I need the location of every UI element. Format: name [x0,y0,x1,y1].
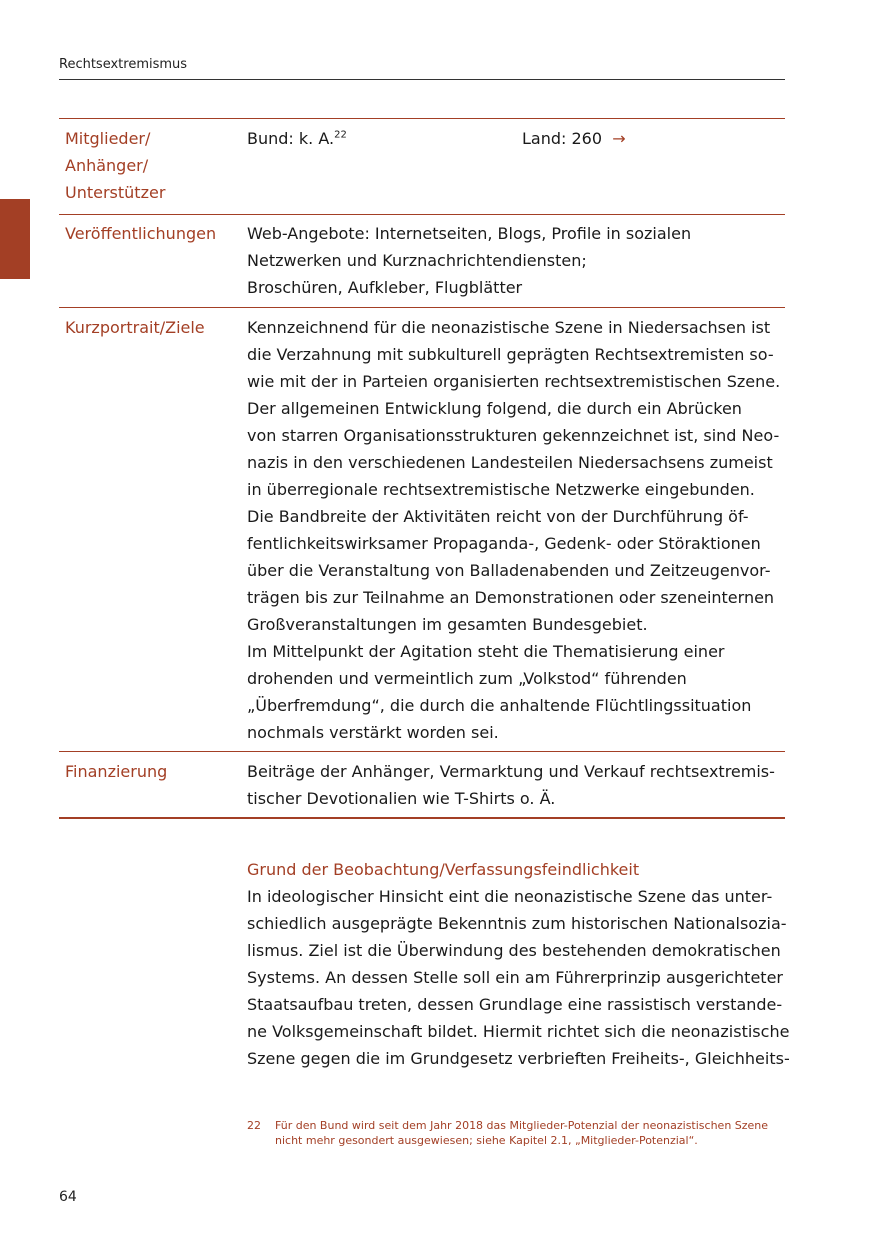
portrait-content [247,314,785,746]
text-line: Beiträge der Anhänger, Vermarktung und Verkauf rechtsextremis- [247,762,775,781]
footnote [247,1118,787,1148]
text-line: nochmals verstärkt worden sei. [247,723,499,742]
members-row [59,119,785,215]
text-line: nazis in den verschiedenen Landesteilen Niedersachsens zumeist [247,453,773,472]
text-line: fentlichkeitswirksamer Propaganda-, Gedenk- oder Störaktionen [247,534,761,553]
text-line: Broschüren, Aufkleber, Flugblätter [247,278,523,297]
text-line: Staatsaufbau treten, dessen Grundlage eine rassistisch verstande- [247,995,783,1014]
text-line: in überregionale rechtsextremistische Netzwerke eingebunden. [247,480,755,499]
text-line: Die Bandbreite der Aktivitäten reicht von der Durchführung öf- [247,507,749,526]
financing-content [247,758,785,812]
portrait-label: Kurzportrait/Ziele [65,318,205,337]
footnote-ref[interactable]: 22 [334,129,347,141]
bund-text: Bund: k. A. [247,129,335,148]
text-line: „Überfremdung“, die durch die anhaltende Flüchtlingssituation [247,696,752,715]
text-line: von starren Organisationsstrukturen gekennzeichnet ist, sind Neo- [247,426,780,445]
section-body [247,883,790,1072]
text-line: lismus. Ziel ist die Überwindung des bestehenden demokratischen [247,941,781,960]
publications-content [247,220,785,301]
text-line: ne Volksgemeinschaft bildet. Hiermit richtet sich die neonazistische [247,1022,790,1041]
text-line: Szene gegen die im Grundgesetz verbrieften Freiheits-, Gleichheits- [247,1049,790,1068]
fact-table [59,118,785,819]
text-line: Systems. An dessen Stelle soll ein am Führerprinzip ausgerichteter [247,968,783,987]
text-line: Kennzeichnend für die neonazistische Szene in Niedersachsen ist [247,318,771,337]
text-line: tischer Devotionalien wie T-Shirts o. Ä. [247,789,556,808]
bund-value [247,125,522,206]
land-value [522,125,626,206]
financing-row [59,752,785,819]
text-line: Der allgemeinen Entwicklung folgend, die durch ein Abrücken [247,399,742,418]
section-heading: Grund der Beobachtung/Verfassungsfeindlichkeit [247,860,640,879]
land-text: Land: 260 [522,129,603,148]
publications-row [59,215,785,308]
running-title: Rechtsextremismus [59,57,785,80]
text-line: wie mit der in Parteien organisierten rechtsextremistischen Szene. [247,372,781,391]
members-label-line: Anhänger/ [65,156,149,175]
text-line: Großveranstaltungen im gesamten Bundesgebiet. [247,615,648,634]
text-line: die Verzahnung mit subkulturell geprägten Rechtsextremisten so- [247,345,774,364]
footnote-line: nicht mehr gesondert ausgewiesen; siehe Kapitel 2.1, „Mitglieder-Potenzial“. [275,1134,698,1147]
text-line: Netzwerken und Kurznachrichtendiensten; [247,251,587,270]
text-line: In ideologischer Hinsicht eint die neonazistische Szene das unter- [247,887,773,906]
footnote-text [275,1118,768,1148]
text-line: Im Mittelpunkt der Agitation steht die Thematisierung einer [247,642,725,661]
footnote-line: Für den Bund wird seit dem Jahr 2018 das Mitglieder-Potenzial der neonazistischen Szene [275,1119,769,1132]
financing-label: Finanzierung [65,762,168,781]
publications-label: Veröffentlichungen [65,224,217,243]
arrow-right-icon: → [607,129,626,148]
footnote-number: 22 [247,1119,261,1132]
chapter-tab-marker [0,199,30,279]
observation-section [247,856,790,1072]
text-line: Web-Angebote: Internetseiten, Blogs, Profile in sozialen [247,224,692,243]
text-line: drohenden und vermeintlich zum „Volkstod“ führenden [247,669,687,688]
members-label [59,125,247,206]
members-values [247,125,785,206]
page-number: 64 [59,1189,77,1205]
text-line: schiedlich ausgeprägte Bekenntnis zum historischen Nationalsozia- [247,914,787,933]
members-label-line: Unterstützer [65,183,166,202]
text-line: über die Veranstaltung von Balladenabenden und Zeitzeugenvor- [247,561,771,580]
text-line: trägen bis zur Teilnahme an Demonstrationen oder szeneinternen [247,588,775,607]
portrait-row [59,308,785,752]
members-label-line: Mitglieder/ [65,129,151,148]
